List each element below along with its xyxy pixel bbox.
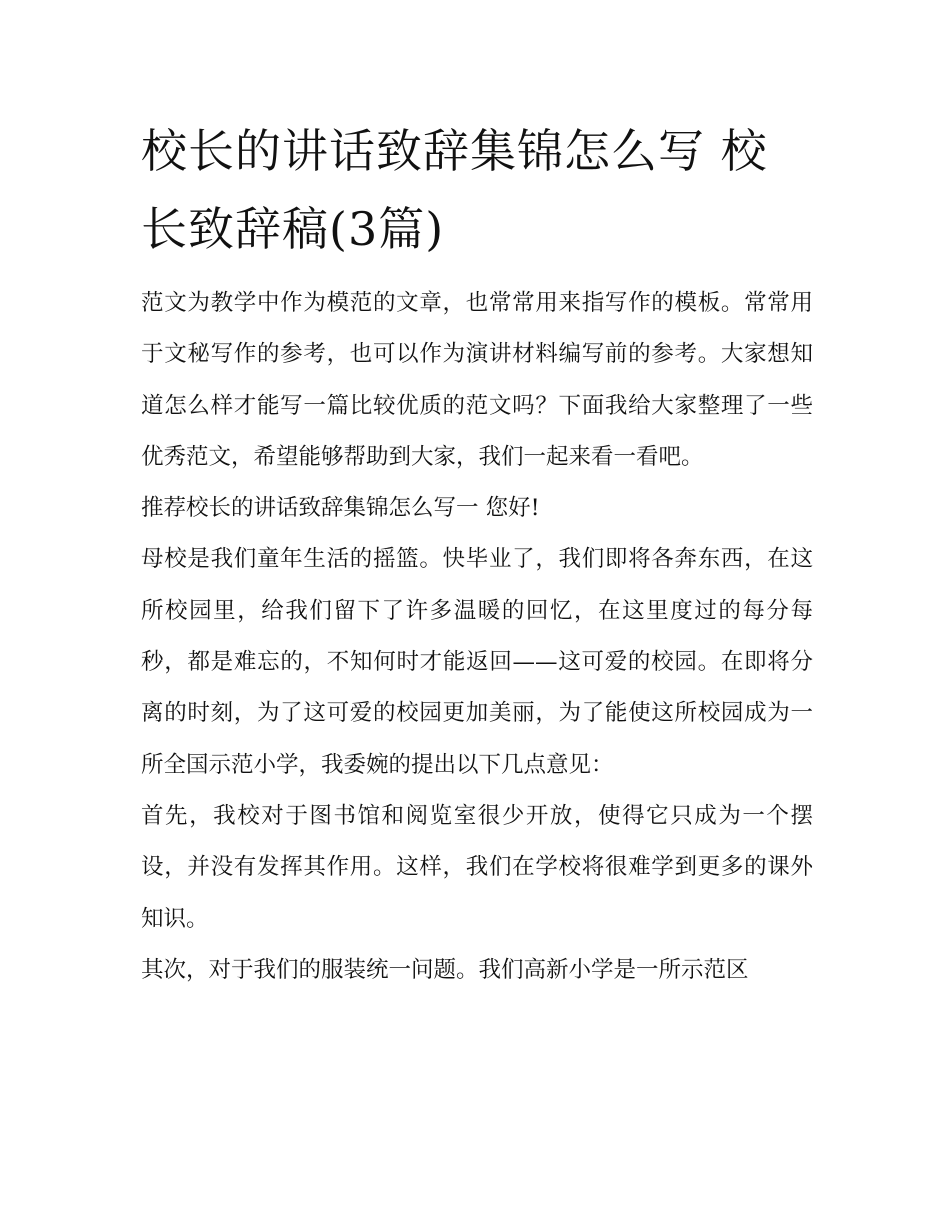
paragraph-alma-mater: 母校是我们童年生活的摇篮。快毕业了，我们即将各奔东西，在这所校园里，给我们留下了许多温暖的回忆，在这里度过的每分每秒，都是难忘的，不知何时才能返回——这可爱的校园。在即将分离的时刻，为了这可爱的校园更加美丽，为了能使这所校园成为一所全国示范小学，我委婉的提出以下几点意见： (141, 546, 813, 778)
paragraph-intro: 范文为教学中作为模范的文章，也常常用来指写作的模板。常常用于文秘写作的参考，也可以作为演讲材料编写前的参考。大家想知道怎么样才能写一篇比较优质的范文吗？下面我给大家整理了一些优秀范文，希望能够帮助到大家，我们一起来看一看吧。 (141, 290, 813, 470)
document-title: 校长的讲话致辞集锦怎么写 校长致辞稿(3篇) (141, 124, 768, 256)
document-body (141, 278, 813, 996)
paragraph-second-point: 其次，对于我们的服装统一问题。我们高新小学是一所示范区 (141, 956, 749, 983)
paragraph-greeting: 推荐校长的讲话致辞集锦怎么写一 您好! (141, 495, 540, 522)
document-page (141, 112, 813, 996)
paragraph-first-point: 首先，我校对于图书馆和阅览室很少开放，使得它只成为一个摆设，并没有发挥其作用。这样，我们在学校将很难学到更多的课外知识。 (141, 802, 813, 932)
